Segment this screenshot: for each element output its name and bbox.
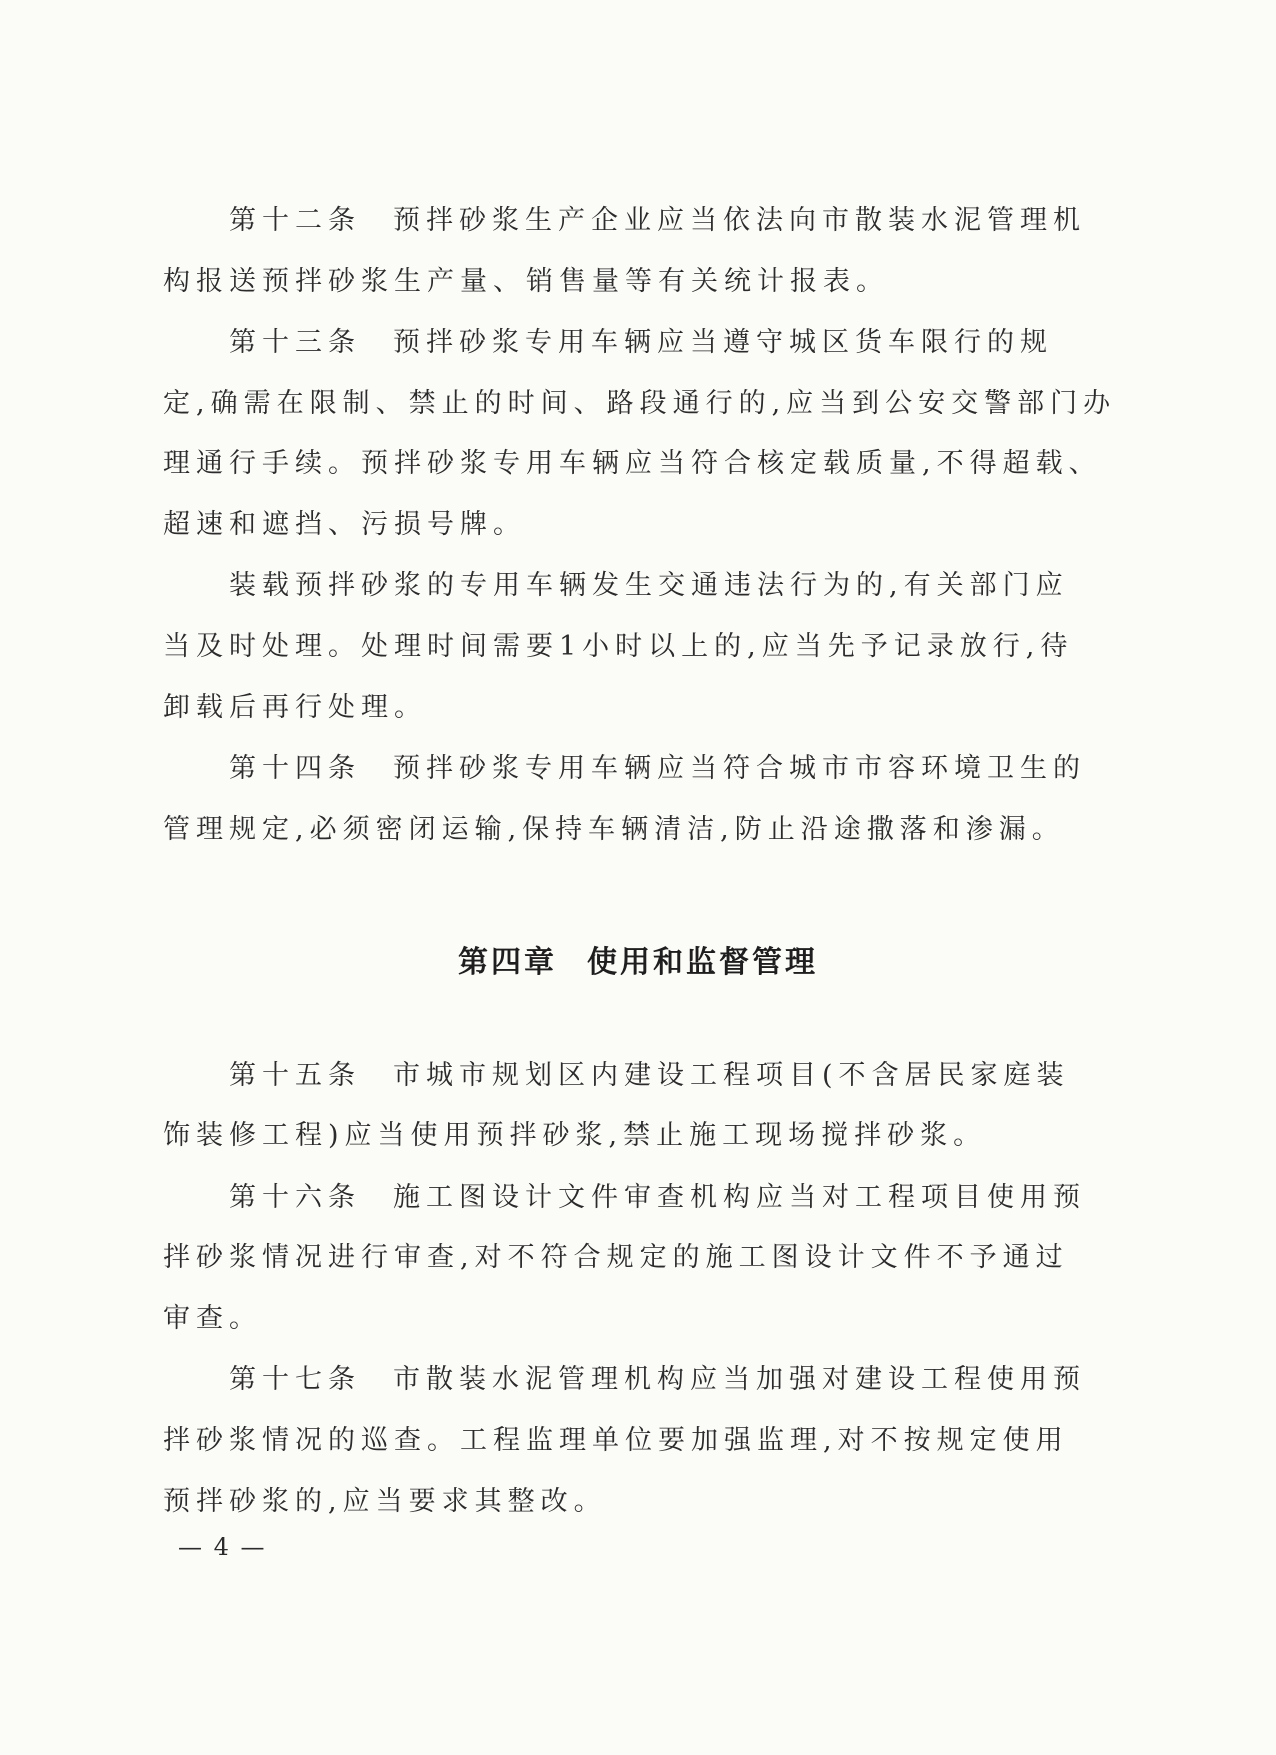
- article-text: 市散装水泥管理机构应当加强对建设工程使用预: [393, 1364, 1086, 1395]
- article-text: 预拌砂浆专用车辆应当遵守城区货车限行的规: [393, 327, 1053, 358]
- article-text: 预拌砂浆生产企业应当依法向市散装水泥管理机: [393, 205, 1086, 236]
- article-17-line-1: [229, 1360, 1086, 1400]
- article-number: 第十四条: [229, 753, 361, 784]
- article-text: 预拌砂浆专用车辆应当符合城市市容环境卫生的: [393, 753, 1086, 784]
- article-text: 施工图设计文件审查机构应当对工程项目使用预: [393, 1182, 1086, 1213]
- paragraph-line-3: 卸载后再行处理。: [163, 692, 427, 723]
- article-16-line-2: 拌砂浆情况进行审查,对不符合规定的施工图设计文件不予通过: [163, 1242, 1069, 1273]
- article-15-line-2: 饰装修工程)应当使用预拌砂浆,禁止施工现场搅拌砂浆。: [163, 1120, 987, 1151]
- article-14-line-1: [229, 749, 1086, 789]
- article-text: 市城市规划区内建设工程项目(不含居民家庭装: [393, 1060, 1070, 1091]
- article-16-line-1: [229, 1178, 1086, 1218]
- article-number: 第十三条: [229, 327, 361, 358]
- article-16-line-3: 审查。: [163, 1303, 262, 1334]
- article-17-line-3: 预拌砂浆的,应当要求其整改。: [163, 1486, 607, 1517]
- article-number: 第十七条: [229, 1364, 361, 1395]
- article-13-line-4: 超速和遮挡、污损号牌。: [163, 509, 526, 540]
- article-number: 第十二条: [229, 205, 361, 236]
- article-number: 第十六条: [229, 1182, 361, 1213]
- page-number: — 4 —: [178, 1533, 267, 1561]
- paragraph-line-1: 装载预拌砂浆的专用车辆发生交通违法行为的,有关部门应: [229, 570, 1069, 601]
- article-13-line-1: [229, 323, 1053, 363]
- article-13-line-2: 定,确需在限制、禁止的时间、路段通行的,应当到公安交警部门办: [163, 388, 1117, 419]
- article-14-line-2: 管理规定,必须密闭运输,保持车辆清洁,防止沿途撒落和渗漏。: [163, 814, 1065, 845]
- article-15-line-1: [229, 1056, 1070, 1096]
- chapter-heading: [0, 937, 1276, 981]
- article-17-line-2: 拌砂浆情况的巡查。工程监理单位要加强监理,对不按规定使用: [163, 1425, 1069, 1456]
- article-12-line-2: 构报送预拌砂浆生产量、销售量等有关统计报表。: [163, 266, 889, 297]
- chapter-title: 使用和监督管理: [587, 945, 818, 980]
- article-13-line-3: 理通行手续。预拌砂浆专用车辆应当符合核定载质量,不得超载、: [163, 448, 1102, 479]
- article-number: 第十五条: [229, 1060, 361, 1091]
- chapter-number: 第四章: [458, 945, 557, 980]
- article-12-line-1: [229, 201, 1086, 241]
- paragraph-line-2: 当及时处理。处理时间需要1小时以上的,应当先予记录放行,待: [163, 631, 1074, 662]
